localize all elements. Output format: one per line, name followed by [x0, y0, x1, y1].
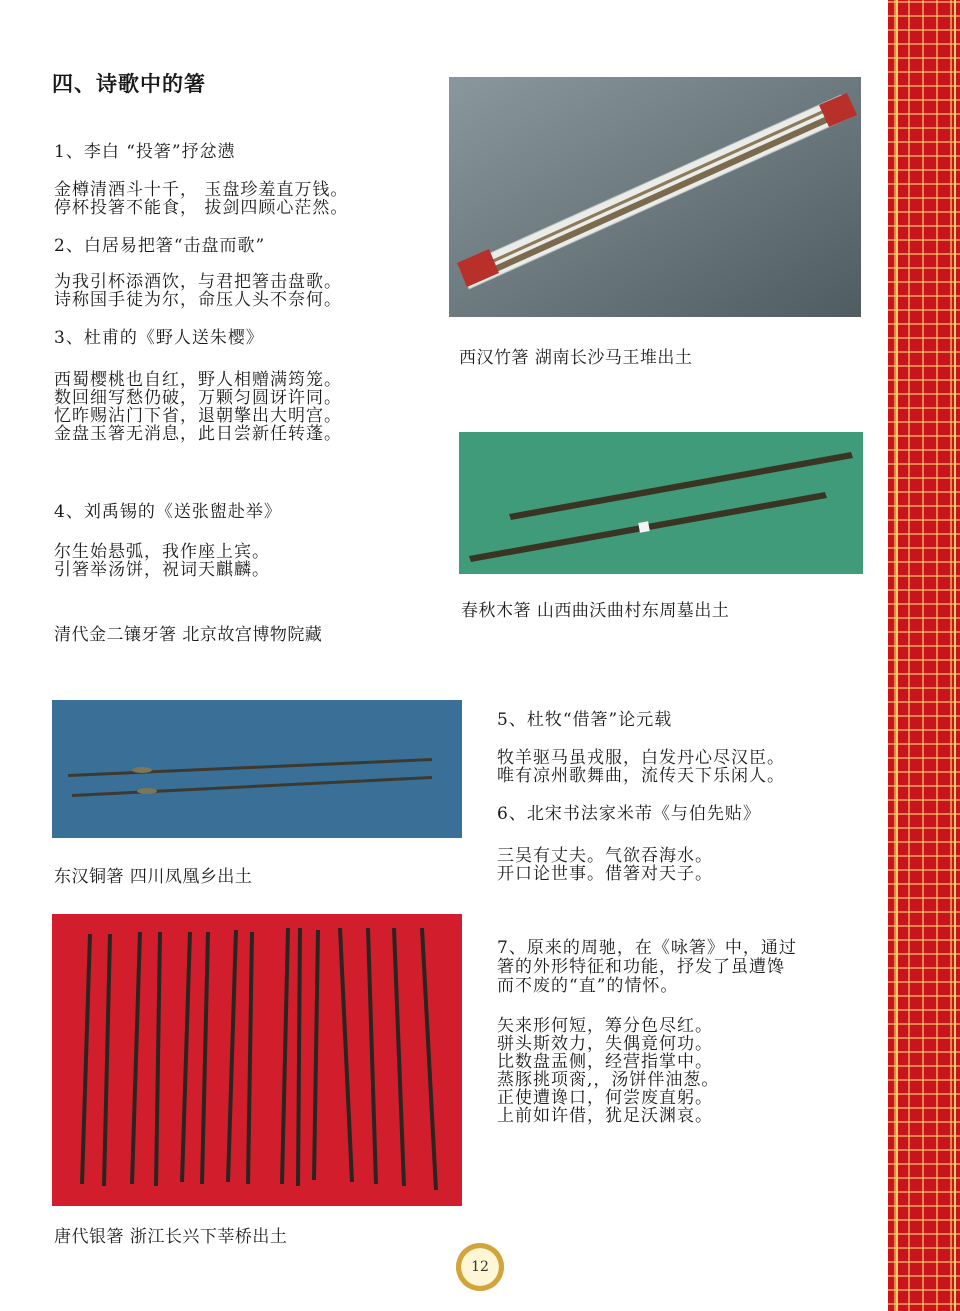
poem-1-heading: 1、李白 “投箸”抒忿懑 — [54, 142, 236, 162]
caption-donghan: 东汉铜箸 四川凤凰乡出土 — [54, 867, 253, 887]
poem-2-line: 为我引杯添酒饮，与君把箸击盘歌。 — [54, 272, 342, 292]
poem-1-line: 停杯投箸不能食， 拔剑四顾心茫然。 — [54, 198, 349, 218]
poem-3-line: 金盘玉箸无消息，此日尝新任转蓬。 — [54, 424, 342, 444]
photo-chunqiu-chopsticks — [459, 432, 863, 574]
poem-5-line: 唯有凉州歌舞曲，流传天下乐闲人。 — [497, 766, 785, 786]
poem-7-heading-cont: 而不废的“直”的情怀。 — [497, 976, 679, 996]
poem-3-line: 忆昨赐沾门下省，退朝擎出大明宫。 — [54, 406, 342, 426]
poem-3-line: 西蜀樱桃也自红，野人相赠满筠笼。 — [54, 370, 342, 390]
page-number: 12 — [456, 1243, 504, 1291]
poem-2-heading: 2、白居易把箸“击盘而歌” — [54, 236, 266, 256]
poem-4-line: 引箸举汤饼，祝词天麒麟。 — [54, 560, 270, 580]
poem-6-line: 三吴有丈夫。气欲吞海水。 — [497, 846, 713, 866]
poem-7-line: 上前如许借，犹足沃渊哀。 — [497, 1106, 713, 1126]
poem-7-line: 比数盘盂侧，经营指掌中。 — [497, 1052, 713, 1072]
section-title: 四、诗歌中的箸 — [52, 72, 206, 96]
poem-7-line: 蒸豚挑项脔,，汤饼伴油葱。 — [497, 1070, 720, 1090]
photo-donghan-chopsticks — [52, 700, 462, 838]
poem-4-heading: 4、刘禹锡的《送张盥赴举》 — [54, 502, 282, 522]
poem-5-line: 牧羊驱马虽戎服，白发丹心尽汉臣。 — [497, 748, 785, 768]
decorative-border-trim — [896, 0, 956, 1311]
poem-6-line: 开口论世事。借箸对天子。 — [497, 864, 713, 884]
poem-2-line: 诗称国手徒为尔，命压人头不奈何。 — [54, 290, 342, 310]
poem-5-heading: 5、杜牧“借箸”论元载 — [497, 710, 673, 730]
poem-7-line: 矢来形何短，筹分色尽红。 — [497, 1016, 713, 1036]
poem-7-line: 正使遭谗口，何尝废直躬。 — [497, 1088, 713, 1108]
poem-7-heading-cont: 箸的外形特征和功能，抒发了虽遭馋 — [497, 957, 785, 977]
poem-7-line: 骈头斯效力，失偶竟何功。 — [497, 1034, 713, 1054]
poem-4-line: 尔生始悬弧，我作座上宾。 — [54, 542, 270, 562]
caption-qing: 清代金二镶牙箸 北京故宫博物院藏 — [54, 625, 323, 645]
photo-tang-chopsticks — [52, 914, 462, 1206]
caption-xihan: 西汉竹箸 湖南长沙马王堆出土 — [459, 348, 693, 368]
poem-3-heading: 3、杜甫的《野人送朱樱》 — [54, 328, 264, 348]
poem-1-line: 金樽清酒斗十千， 玉盘珍羞直万钱。 — [54, 180, 349, 200]
caption-tang: 唐代银箸 浙江长兴下莘桥出土 — [54, 1227, 288, 1247]
poem-7-heading: 7、原来的周驰，在《咏箸》中，通过 — [497, 938, 797, 958]
photo-xihan-chopsticks — [449, 77, 861, 317]
poem-3-line: 数回细写愁仍破，万颗匀圆讶许同。 — [54, 388, 342, 408]
caption-chunqiu: 春秋木箸 山西曲沃曲村东周墓出土 — [461, 601, 730, 621]
poem-6-heading: 6、北宋书法家米芾《与伯先贴》 — [497, 804, 761, 824]
